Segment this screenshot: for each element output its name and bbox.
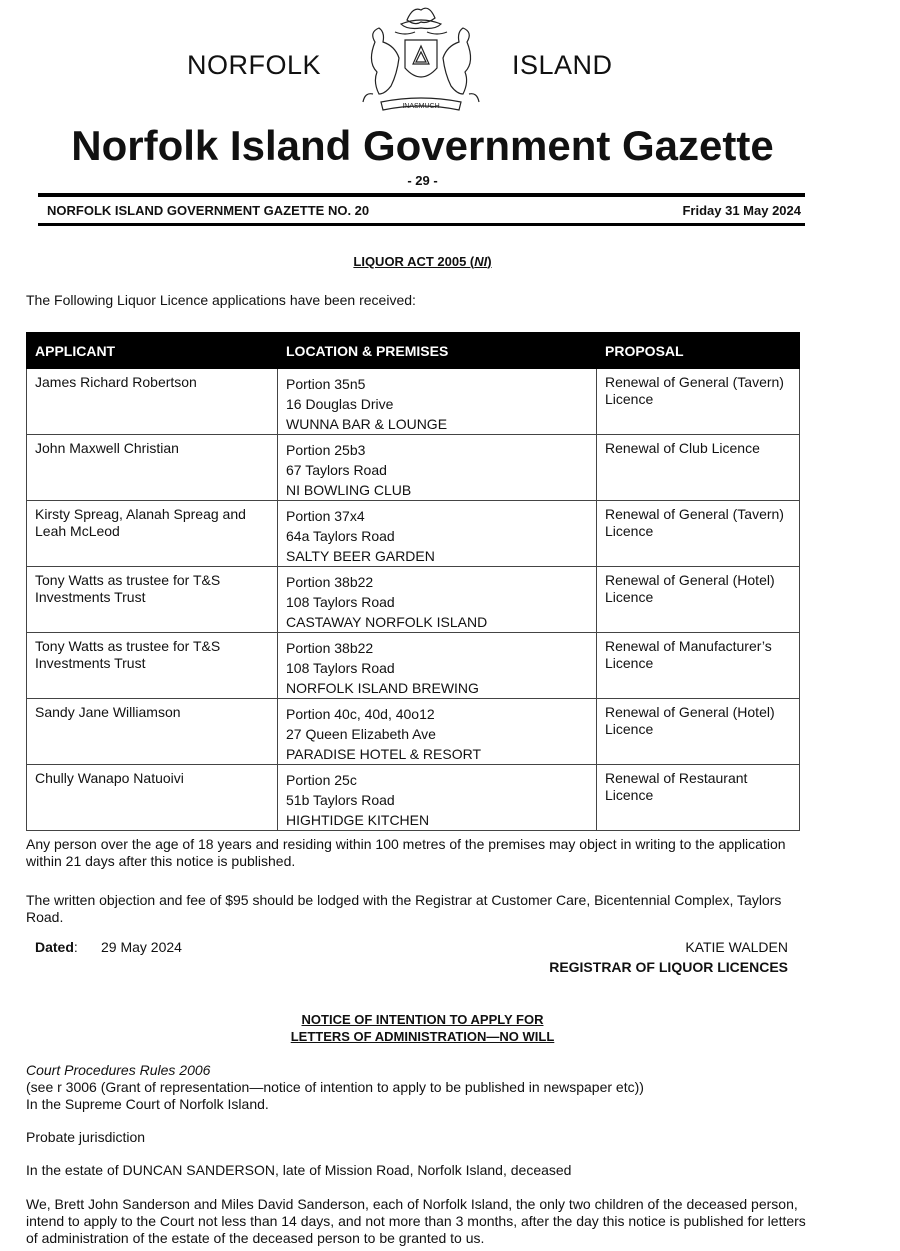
header-rule-bottom: [38, 223, 805, 226]
applicant-cell: Kirsty Spreag, Alanah Spreag and Leah McLeod: [27, 501, 278, 567]
applicant-cell: Tony Watts as trustee for T&S Investments Trust: [27, 633, 278, 699]
address-line: 27 Queen Elizabeth Ave: [286, 726, 436, 742]
premises-line: CASTAWAY NORFOLK ISLAND: [286, 614, 488, 630]
location-cell: [278, 501, 597, 567]
liquor-intro: The Following Liquor Licence applications have been received:: [26, 292, 416, 308]
premises-line: PARADISE HOTEL & RESORT: [286, 746, 482, 762]
notice-heading-line2: LETTERS OF ADMINISTRATION—NO WILL: [290, 1029, 555, 1044]
portion-line: Portion 38b22: [286, 574, 374, 590]
portion-line: Portion 25c: [286, 772, 357, 788]
column-header-proposal: PROPOSAL: [597, 333, 800, 369]
notice-heading-line1: NOTICE OF INTENTION TO APPLY FOR: [301, 1012, 544, 1027]
portion-line: Portion 38b22: [286, 640, 374, 656]
notice-body: We, Brett John Sanderson and Miles David Sanderson, each of Norfolk Island, the only two children of the deceased person, intend to apply to the Court not less than 14 days, and not more than 3 months, after the day this notice is published for letters of administration of the estate of the deceased person to be granted to us.: [26, 1196, 806, 1246]
applicant-cell: Chully Wanapo Natuoivi: [27, 765, 278, 831]
header-norfolk-word: NORFOLK: [187, 50, 322, 80]
table-row: [27, 369, 800, 435]
premises-line: WUNNA BAR & LOUNGE: [286, 416, 448, 432]
gazette-number: NORFOLK ISLAND GOVERNMENT GAZETTE NO. 20: [47, 203, 370, 218]
portion-line: Portion 37x4: [286, 508, 365, 524]
gazette-date: Friday 31 May 2024: [682, 203, 801, 218]
crest-motto: INASMUCH: [402, 103, 440, 110]
address-line: 67 Taylors Road: [286, 462, 387, 478]
location-cell: [278, 567, 597, 633]
header-island-word: ISLAND: [512, 50, 613, 80]
liquor-act-heading: LIQUOR ACT 2005 (NI): [353, 254, 492, 269]
header-rule-top: [38, 193, 805, 197]
premises-line: NORFOLK ISLAND BREWING: [286, 680, 479, 696]
page-number: - 29 -: [407, 173, 438, 188]
column-header-location: LOCATION & PREMISES: [278, 333, 597, 369]
jurisdiction: Probate jurisdiction: [26, 1129, 146, 1145]
address-line: 16 Douglas Drive: [286, 396, 394, 412]
portion-line: Portion 40c, 40d, 40o12: [286, 706, 435, 722]
proposal-cell: Renewal of Restaurant Licence: [597, 765, 800, 831]
applicant-cell: Tony Watts as trustee for T&S Investments Trust: [27, 567, 278, 633]
location-cell: [278, 633, 597, 699]
location-cell: [278, 435, 597, 501]
proposal-cell: Renewal of General (Hotel) Licence: [597, 699, 800, 765]
applicant-cell: James Richard Robertson: [27, 369, 278, 435]
address-line: 64a Taylors Road: [286, 528, 395, 544]
coat-of-arms-crest: [355, 2, 487, 114]
proposal-cell: Renewal of General (Hotel) Licence: [597, 567, 800, 633]
table-row: [27, 501, 800, 567]
fee-paragraph: The written objection and fee of $95 should be lodged with the Registrar at Customer Care, Bicentennial Complex, Taylors Road.: [26, 892, 782, 925]
table-row: [27, 765, 800, 831]
table-row: [27, 633, 800, 699]
location-cell: [278, 765, 597, 831]
liquor-licence-table: [26, 332, 800, 831]
rule-reference: (see r 3006 (Grant of representation—notice of intention to apply to be published in newspaper etc)): [26, 1079, 644, 1095]
address-line: 51b Taylors Road: [286, 792, 395, 808]
objection-paragraph: Any person over the age of 18 years and residing within 100 metres of the premises may object in writing to the application within 21 days after this notice is published.: [26, 836, 786, 869]
table-row: [27, 567, 800, 633]
proposal-cell: Renewal of Manufacturer’s Licence: [597, 633, 800, 699]
proposal-cell: Renewal of General (Tavern) Licence: [597, 501, 800, 567]
dated-value: 29 May 2024: [101, 939, 182, 955]
court-name: In the Supreme Court of Norfolk Island.: [26, 1096, 269, 1112]
portion-line: Portion 25b3: [286, 442, 366, 458]
address-line: 108 Taylors Road: [286, 594, 395, 610]
applicant-cell: John Maxwell Christian: [27, 435, 278, 501]
dated-label: Dated:: [35, 939, 78, 955]
proposal-cell: Renewal of Club Licence: [597, 435, 800, 501]
court-rules: Court Procedures Rules 2006: [26, 1062, 211, 1078]
table-row: [27, 435, 800, 501]
premises-line: HIGHTIDGE KITCHEN: [286, 812, 430, 828]
column-header-applicant: APPLICANT: [27, 333, 278, 369]
address-line: 108 Taylors Road: [286, 660, 395, 676]
applicant-cell: Sandy Jane Williamson: [27, 699, 278, 765]
location-cell: [278, 369, 597, 435]
table-row: [27, 699, 800, 765]
premises-line: SALTY BEER GARDEN: [286, 548, 435, 564]
premises-line: NI BOWLING CLUB: [286, 482, 412, 498]
estate-line: In the estate of DUNCAN SANDERSON, late of Mission Road, Norfolk Island, deceased: [26, 1162, 572, 1178]
proposal-cell: Renewal of General (Tavern) Licence: [597, 369, 800, 435]
table-header-row: [27, 333, 800, 369]
gazette-title: Norfolk Island Government Gazette: [71, 122, 774, 169]
location-cell: [278, 699, 597, 765]
portion-line: Portion 35n5: [286, 376, 366, 392]
signatory-title: REGISTRAR OF LIQUOR LICENCES: [549, 959, 788, 975]
signatory-name: KATIE WALDEN: [685, 939, 788, 955]
